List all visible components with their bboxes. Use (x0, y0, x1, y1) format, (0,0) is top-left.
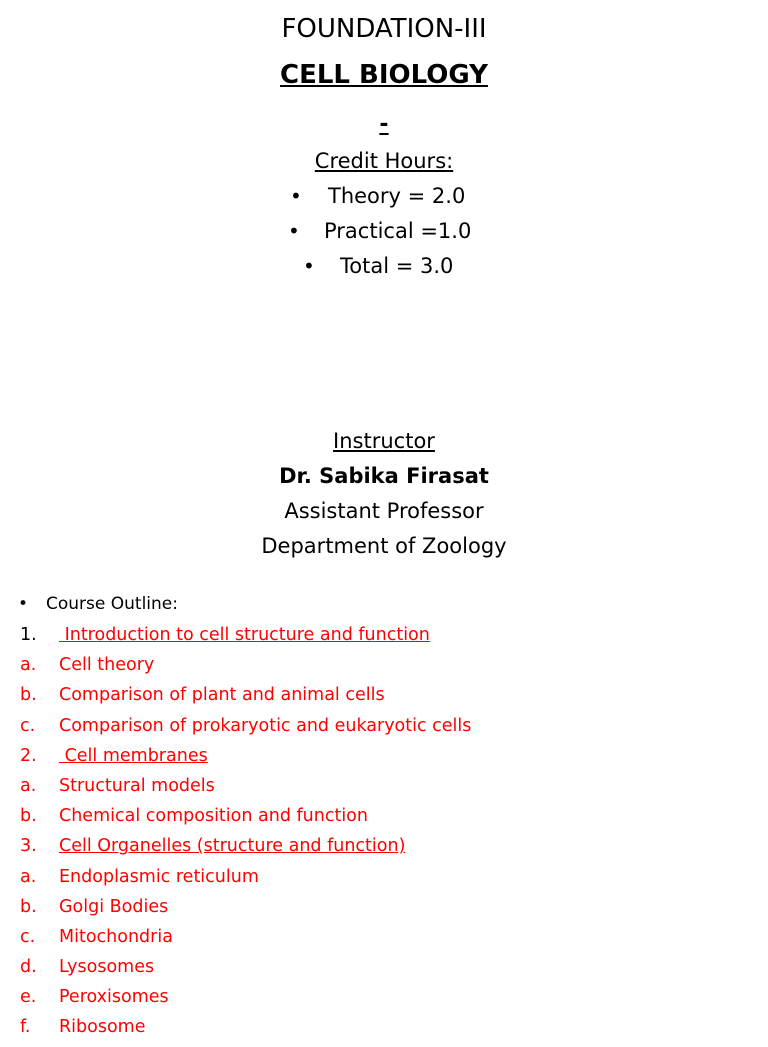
outline-item (20, 896, 471, 926)
outline-marker: b. (20, 685, 37, 706)
outline-item (20, 835, 471, 865)
instructor-title: Assistant Professor (284, 499, 484, 523)
outline-text: Endoplasmic reticulum (59, 866, 259, 887)
outline-item (20, 866, 471, 896)
course-outline-label: Course Outline: (46, 594, 178, 614)
outline-marker: 1. (20, 625, 37, 645)
instructor-label: Instructor (333, 429, 435, 453)
course-outline-list (20, 624, 471, 1047)
outline-item (20, 715, 471, 745)
credit-item-label: Practical =1.0 (324, 219, 472, 243)
outline-marker: a. (20, 775, 37, 796)
outline-text: Cell Organelles (structure and function) (59, 836, 406, 857)
outline-item (20, 624, 471, 654)
outline-text: Cell theory (59, 655, 155, 676)
outline-text: Comparison of prokaryotic and eukaryotic cells (59, 715, 472, 736)
outline-item (20, 684, 471, 714)
outline-text: Cell membranes (59, 745, 208, 766)
outline-marker: a. (20, 866, 37, 887)
outline-item (20, 1016, 471, 1046)
outline-marker: 3. (20, 836, 37, 857)
outline-item (20, 654, 471, 684)
outline-item (20, 805, 471, 835)
outline-text: Ribosome (59, 1017, 146, 1038)
outline-item (20, 956, 471, 986)
course-outline-heading (18, 594, 178, 614)
outline-item (20, 986, 471, 1016)
dash-mark: - (379, 112, 389, 137)
outline-marker: f. (20, 1017, 31, 1038)
bullet-icon: • (288, 219, 300, 243)
outline-text: Mitochondria (59, 926, 173, 947)
outline-marker: c. (20, 715, 36, 736)
outline-text: Introduction to cell structure and function (59, 625, 430, 645)
outline-text: Golgi Bodies (59, 896, 169, 917)
credit-item-label: Theory = 2.0 (328, 184, 466, 208)
outline-text: Lysosomes (59, 957, 155, 978)
instructor-name: Dr. Sabika Firasat (279, 464, 489, 488)
outline-marker: d. (20, 957, 37, 978)
outline-item (20, 926, 471, 956)
outline-marker: b. (20, 806, 37, 827)
credit-item-practical (288, 219, 471, 243)
bullet-icon: • (290, 184, 302, 208)
credit-item-theory (290, 184, 465, 208)
instructor-department: Department of Zoology (261, 534, 507, 558)
outline-marker: b. (20, 896, 37, 917)
outline-text: Structural models (59, 775, 215, 796)
credit-item-total (303, 254, 453, 278)
course-title: FOUNDATION-III (281, 14, 487, 44)
outline-marker: c. (20, 926, 36, 947)
outline-text: Chemical composition and function (59, 806, 368, 827)
outline-marker: e. (20, 987, 37, 1008)
outline-text: Peroxisomes (59, 987, 169, 1008)
credit-hours-heading: Credit Hours: (314, 149, 454, 173)
outline-marker: 2. (20, 745, 37, 766)
bullet-icon: • (18, 594, 29, 614)
outline-item (20, 745, 471, 775)
credit-item-label: Total = 3.0 (340, 254, 454, 278)
bullet-icon: • (303, 254, 315, 278)
outline-text: Comparison of plant and animal cells (59, 685, 385, 706)
subject-heading: CELL BIOLOGY (280, 60, 488, 90)
outline-marker: a. (20, 655, 37, 676)
outline-item (20, 775, 471, 805)
